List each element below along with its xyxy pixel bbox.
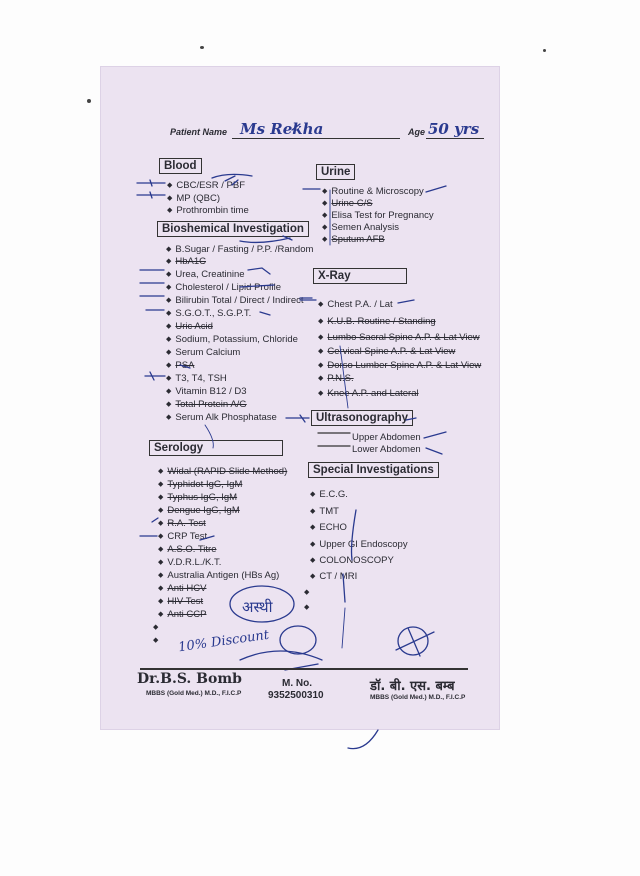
list-item: ◆ Prothrombin time — [167, 205, 249, 216]
age-underline — [426, 138, 484, 139]
bullet-icon: ◆ — [322, 188, 328, 195]
list-item: ◆ Widal (RAPID Slide Method) — [158, 466, 288, 477]
list-item: ◆ Vitamin B12 / D3 — [166, 386, 247, 397]
list-item: ◆ A.S.O. Titre — [158, 544, 217, 555]
bullet-icon: ◆ — [166, 414, 172, 421]
bullet-icon: ◆ — [310, 573, 316, 580]
bullet-icon: ◆ — [304, 589, 310, 596]
list-item: Lower Abdomen — [352, 444, 421, 455]
list-item: ◆ Serum Calcium — [166, 347, 241, 358]
bullet-icon: ◆ — [158, 507, 164, 514]
footer-divider — [140, 668, 468, 670]
bullet-icon: ◆ — [318, 390, 324, 397]
bullet-icon: ◆ — [318, 362, 324, 369]
bullet-icon: ◆ — [158, 520, 164, 527]
bullet-icon: ◆ — [310, 524, 316, 531]
bullet-icon: ◆ — [166, 323, 172, 330]
list-item: ◆ HIV Test — [158, 596, 204, 607]
bullet-icon: ◆ — [166, 246, 172, 253]
bullet-icon: ◆ — [166, 349, 172, 356]
list-item: ◆ Anti CCP — [158, 609, 207, 620]
bullet-icon: ◆ — [158, 572, 164, 579]
list-item: ◆ Cervical Spine A.P. & Lat View — [318, 346, 456, 357]
patient-name-label: Patient Name — [170, 127, 228, 137]
bullet-icon: ◆ — [318, 334, 324, 341]
doctor-name-hi: डॉ. बी. एस. बम्ब — [370, 679, 455, 694]
bullet-icon: ◆ — [322, 224, 328, 231]
handwritten-hindi-word: अस्थी — [242, 598, 273, 616]
list-item: ◆ S.G.O.T., S.G.P.T. — [166, 308, 252, 319]
bullet-icon: ◆ — [167, 195, 173, 202]
list-item: ◆ Urea, Creatinine — [166, 269, 245, 280]
list-item: ◆ Semen Analysis — [322, 222, 399, 233]
list-item: ◆ K.U.B. Routine / Standing — [318, 316, 436, 327]
bullet-icon: ◆ — [310, 541, 316, 548]
bullet-icon: ◆ — [158, 533, 164, 540]
list-item: ◆ E.C.G. — [310, 489, 348, 500]
handwritten-discount: 10% Discount — [177, 627, 270, 656]
bullet-icon: ◆ — [318, 375, 324, 382]
bullet-icon: ◆ — [318, 301, 324, 308]
bullet-icon: ◆ — [153, 637, 159, 644]
list-item: ◆ Sodium, Potassium, Chloride — [166, 334, 298, 345]
mobile-number: 9352500310 — [268, 690, 324, 701]
dust-speck — [543, 49, 546, 52]
list-item: ◆ ECHO — [310, 522, 347, 533]
doctor-qualification-en: MBBS (Gold Med.) M.D., F.I.C.P — [146, 690, 242, 697]
list-item: ◆ CT / MRI — [310, 571, 358, 582]
mobile-label: M. No. — [282, 678, 312, 689]
biochem-header: Bioshemical Investigation — [157, 221, 309, 237]
bullet-icon: ◆ — [166, 362, 172, 369]
bullet-icon: ◆ — [153, 624, 159, 631]
list-item: ◆ HbA1C — [166, 256, 207, 267]
bullet-icon: ◆ — [166, 336, 172, 343]
bullet-icon: ◆ — [166, 310, 172, 317]
list-item: ◆ Uric Acid — [166, 321, 213, 332]
doctor-name-en: Dr.B.S. Bomb — [137, 671, 242, 687]
list-item: ◆ B.Sugar / Fasting / P.P. /Random — [166, 244, 314, 255]
bullet-icon: ◆ — [310, 491, 316, 498]
age-label: Age — [408, 127, 426, 137]
special-header: Special Investigations — [308, 462, 439, 478]
list-item: ◆ Cholesterol / Lipid Profile — [166, 282, 281, 293]
urine-header: Urine — [316, 164, 355, 180]
bullet-icon: ◆ — [158, 468, 164, 475]
bullet-icon: ◆ — [322, 236, 328, 243]
list-item: ◆ R.A. Test — [158, 518, 206, 529]
list-item: ◆ CBC/ESR / PBF — [167, 180, 246, 191]
list-item: Upper Abdomen — [352, 432, 421, 443]
list-item: ◆ Dengue IgG, IgM — [158, 505, 240, 516]
dust-speck — [87, 99, 91, 103]
bullet-icon: ◆ — [166, 297, 172, 304]
xray-header: X-Ray — [313, 268, 407, 284]
list-item: ◆ CRP Test — [158, 531, 208, 542]
bullet-icon: ◆ — [304, 604, 310, 611]
age-value: 50 yrs — [428, 120, 480, 138]
list-item: ◆ V.D.R.L./K.T. — [158, 557, 222, 568]
patient-name-value: Ms Rekha — [240, 120, 324, 138]
bullet-icon: ◆ — [310, 557, 316, 564]
bullet-icon: ◆ — [158, 481, 164, 488]
bullet-icon: ◆ — [322, 212, 328, 219]
list-item: ◆ MP (QBC) — [167, 193, 221, 204]
bullet-icon: ◆ — [166, 258, 172, 265]
bullet-icon: ◆ — [166, 401, 172, 408]
bullet-icon: ◆ — [318, 318, 324, 325]
serology-header: Serology — [149, 440, 283, 456]
list-item: ◆ Upper GI Endoscopy — [310, 539, 408, 550]
list-item: ◆ Australia Antigen (HBs Ag) — [158, 570, 280, 581]
empty-bullet — [153, 622, 162, 635]
blood-header: Blood — [159, 158, 202, 174]
bullet-icon: ◆ — [310, 508, 316, 515]
bullet-icon: ◆ — [167, 207, 173, 214]
list-item: ◆ Dorso Lumber Spine A.P. & Lat View — [318, 360, 482, 371]
list-item: ◆ Chest P.A. / Lat — [318, 299, 393, 310]
name-underline — [232, 138, 400, 139]
list-item: ◆ P.N.S. — [318, 373, 354, 384]
bullet-icon: ◆ — [158, 559, 164, 566]
bullet-icon: ◆ — [166, 375, 172, 382]
list-item: ◆ Bilirubin Total / Direct / Indirect — [166, 295, 304, 306]
list-item: ◆ Serum Alk Phosphatase — [166, 412, 277, 423]
list-item: ◆ Typhidot IgG, IgM — [158, 479, 243, 490]
bullet-icon: ◆ — [322, 200, 328, 207]
list-item: ◆ Typhus IgG, IgM — [158, 492, 238, 503]
list-item: ◆ Elisa Test for Pregnancy — [322, 210, 434, 221]
doctor-qualification-hi: MBBS (Gold Med.) M.D., F.I.C.P — [370, 694, 466, 701]
bullet-icon: ◆ — [166, 284, 172, 291]
list-item: ◆ Routine & Microscopy — [322, 186, 424, 197]
list-item: ◆ Knee A.P. and Lateral — [318, 388, 419, 399]
bullet-icon: ◆ — [158, 494, 164, 501]
patient-line — [170, 118, 490, 140]
empty-bullet — [304, 587, 313, 600]
list-item: ◆ TMT — [310, 506, 339, 517]
list-item: ◆ T3, T4, TSH — [166, 373, 227, 384]
bullet-icon: ◆ — [158, 611, 164, 618]
bullet-icon: ◆ — [167, 182, 173, 189]
dust-speck — [200, 46, 204, 49]
list-item: ◆ PSA — [166, 360, 195, 371]
usg-header: Ultrasonography — [311, 410, 413, 426]
list-item: ◆ Total Protein A/G — [166, 399, 247, 410]
empty-bullet — [304, 602, 313, 615]
empty-bullet — [153, 635, 162, 648]
list-item: ◆ Lumbo Sacral Spine A.P. & Lat View — [318, 332, 480, 343]
list-item: ◆ Sputum AFB — [322, 234, 385, 245]
bullet-icon: ◆ — [158, 546, 164, 553]
list-item: ◆ Anti HCV — [158, 583, 207, 594]
list-item: ◆ Urine C/S — [322, 198, 373, 209]
bullet-icon: ◆ — [318, 348, 324, 355]
bullet-icon: ◆ — [166, 388, 172, 395]
bullet-icon: ◆ — [158, 585, 164, 592]
bullet-icon: ◆ — [158, 598, 164, 605]
bullet-icon: ◆ — [166, 271, 172, 278]
list-item: ◆ COLONOSCOPY — [310, 555, 394, 566]
